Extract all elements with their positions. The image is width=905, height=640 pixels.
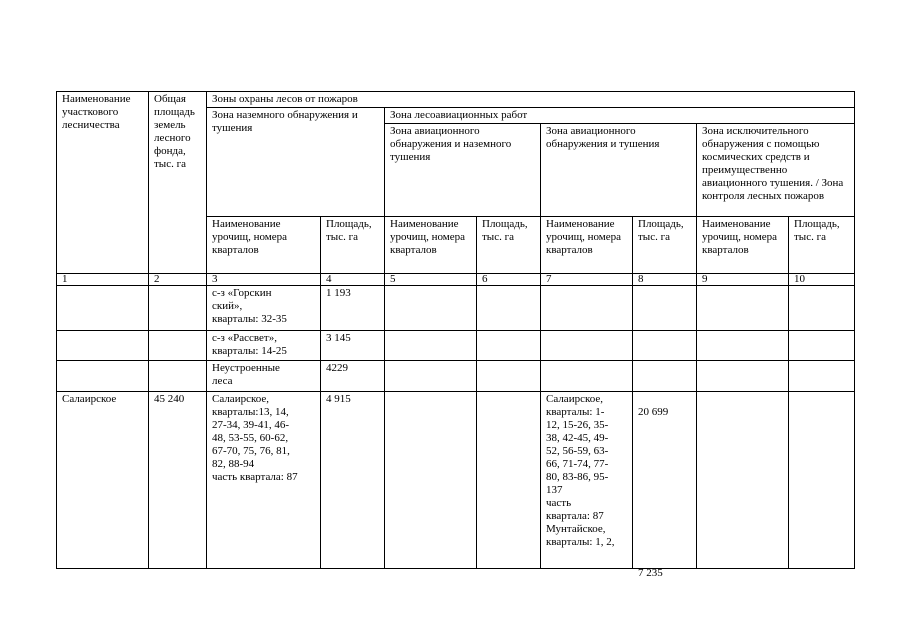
area-value-top: 20 699: [638, 406, 669, 418]
area-split: [638, 406, 692, 580]
area-cell: 4 915: [321, 392, 385, 569]
column-number: 8: [633, 274, 697, 286]
tract-cell: с-з «Горскин ский», кварталы: 32-35: [207, 286, 321, 331]
header-aviation-works: Зона лесоавиационных работ: [385, 108, 855, 124]
table-cell: [57, 331, 149, 361]
forestry-name-cell: Салаирское: [57, 392, 149, 569]
table-cell: [541, 361, 633, 392]
tract-cell: с-з «Рассвет», кварталы: 14-25: [207, 331, 321, 361]
tract-cell: Салаирское, кварталы:13, 14, 27-34, 39-41, 46- 48, 53-55, 60-62, 67-70, 75, 76, 81, 82, 88-94 часть квартала: 87: [207, 392, 321, 569]
table-cell: [477, 286, 541, 331]
table-cell: [789, 286, 855, 331]
header-space-zone: Зона исключительного обнаружения с помощью космических средств и преимущественно авиационного тушения. / Зона контроля лесных пожаров: [697, 124, 855, 217]
table-cell: [149, 286, 207, 331]
header-total-area: Общая площадь земель лесного фонда, тыс. га: [149, 92, 207, 274]
header-zones-title: Зоны охраны лесов от пожаров: [207, 92, 855, 108]
table-cell: [57, 286, 149, 331]
column-number: 5: [385, 274, 477, 286]
table-cell: [697, 286, 789, 331]
total-area-cell: 45 240: [149, 392, 207, 569]
table-cell: [57, 361, 149, 392]
table-cell: [789, 331, 855, 361]
table-cell: [149, 331, 207, 361]
table-cell: [789, 361, 855, 392]
header-area-air-ground: Площадь, тыс. га: [477, 217, 541, 274]
table-cell: [477, 331, 541, 361]
area-cell: 1 193: [321, 286, 385, 331]
table-cell: [385, 331, 477, 361]
forest-fire-zones-table: [56, 91, 855, 579]
table-cell: [477, 361, 541, 392]
column-number: 1: [57, 274, 149, 286]
table-cell: [633, 331, 697, 361]
header-ground-zone: Зона наземного обнаружения и тушения: [207, 108, 385, 217]
column-number: 4: [321, 274, 385, 286]
table-cell: [789, 392, 855, 569]
area-value-bottom: 7 235: [638, 567, 663, 579]
area-cell: 3 145: [321, 331, 385, 361]
header-area-space: Площадь, тыс. га: [789, 217, 855, 274]
header-tract-ground: Наименование урочищ, номера кварталов: [207, 217, 321, 274]
header-area-ground: Площадь, тыс. га: [321, 217, 385, 274]
column-number: 3: [207, 274, 321, 286]
table-cell: [385, 361, 477, 392]
table-cell: [697, 392, 789, 569]
area-cell: 4229: [321, 361, 385, 392]
header-tract-air: Наименование урочищ, номера кварталов: [541, 217, 633, 274]
tract-cell: Салаирское, кварталы: 1- 12, 15-26, 35- 38, 42-45, 49- 52, 56-59, 63- 66, 71-74, 77- 80, 83-86, 95- 137 часть квартала: 87 Мунтайское, кварталы: 1, 2,: [541, 392, 633, 569]
area-cell: [633, 392, 697, 579]
header-forestry-name: Наименование участкового лесничества: [57, 92, 149, 274]
column-number: 7: [541, 274, 633, 286]
header-tract-space: Наименование урочищ, номера кварталов: [697, 217, 789, 274]
column-number: 10: [789, 274, 855, 286]
table-cell: [633, 286, 697, 331]
table-cell: [633, 361, 697, 392]
table-cell: [385, 286, 477, 331]
table-cell: [477, 392, 541, 569]
table-cell: [149, 361, 207, 392]
column-number: 6: [477, 274, 541, 286]
header-air-zone: Зона авиационного обнаружения и тушения: [541, 124, 697, 217]
table-cell: [541, 331, 633, 361]
header-air-ground-zone: Зона авиационного обнаружения и наземного тушения: [385, 124, 541, 217]
column-number: 2: [149, 274, 207, 286]
tract-cell: Неустроенные леса: [207, 361, 321, 392]
header-tract-air-ground: Наименование урочищ, номера кварталов: [385, 217, 477, 274]
header-area-air: Площадь, тыс. га: [633, 217, 697, 274]
table-cell: [697, 361, 789, 392]
column-number: 9: [697, 274, 789, 286]
table-cell: [697, 331, 789, 361]
table-cell: [385, 392, 477, 569]
table-cell: [541, 286, 633, 331]
